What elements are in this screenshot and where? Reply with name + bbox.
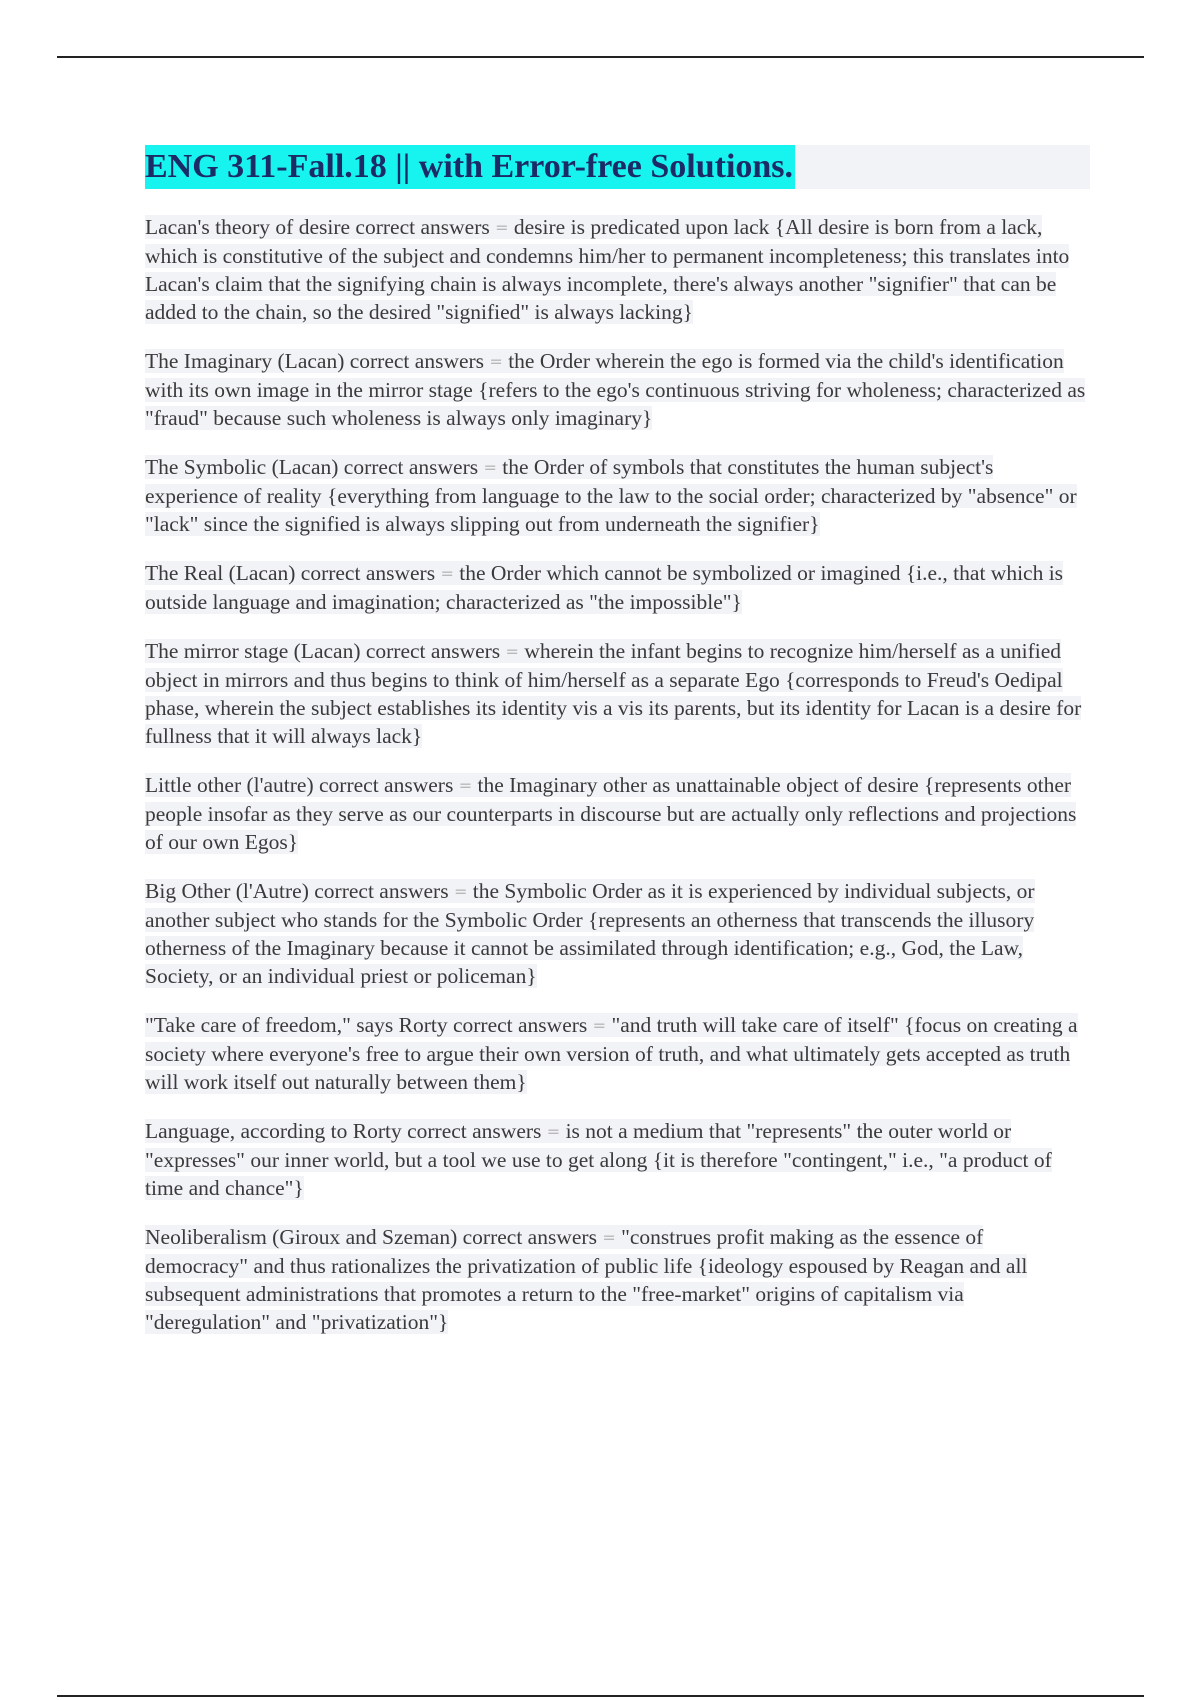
separator-mark: = bbox=[453, 882, 468, 901]
qa-answer: desire is predicated upon lack {All desire is born from a lack, which is constitutive of the subject and condemns him/her to permanent incompleteness; this translates into Lacan's claim that the signifying chain is always incomplete, there's always another "signifier" that can be added to the chain, so the desired "signified" is always lacking} bbox=[145, 215, 1070, 324]
qa-item bbox=[145, 771, 1090, 856]
qa-answer: the Order which cannot be symbolized or imagined {i.e., that which is outside language and imagination; characterized as "the impossible"} bbox=[145, 561, 1064, 614]
title-bar bbox=[145, 145, 1090, 189]
page-title: ENG 311-Fall.18 || with Error-free Solutions. bbox=[145, 145, 795, 189]
qa-term: The mirror stage (Lacan) correct answers bbox=[145, 639, 501, 663]
qa-item bbox=[145, 637, 1090, 750]
qa-term: Big Other (l'Autre) correct answers bbox=[145, 879, 449, 903]
qa-item bbox=[145, 213, 1090, 326]
qa-list bbox=[145, 213, 1090, 1336]
qa-answer: the Order wherein the ego is formed via the child's identification with its own image in the mirror stage {refers to the ego's continuous striving for wholeness; characterized as "fraud" because such wholeness is always only imaginary} bbox=[145, 349, 1086, 430]
qa-answer: the Symbolic Order as it is experienced by individual subjects, or another subject who stands for the Symbolic Order {represents an otherness that transcends the illusory otherness of the Imaginary because it cannot be assimilated through identification; e.g., God, the Law, Society, or an individual priest or policeman} bbox=[145, 879, 1035, 988]
qa-term: Little other (l'autre) correct answers bbox=[145, 773, 454, 797]
qa-item bbox=[145, 559, 1090, 616]
separator-mark: = bbox=[602, 1228, 616, 1247]
qa-answer: the Imaginary other as unattainable object of desire {represents other people insofar as they serve as our counterparts in discourse but are actually only reflections and projections of our own Egos} bbox=[145, 773, 1077, 854]
qa-item bbox=[145, 347, 1090, 432]
separator-mark: = bbox=[440, 564, 454, 583]
qa-term: Lacan's theory of desire correct answers bbox=[145, 215, 490, 239]
qa-item bbox=[145, 1117, 1090, 1202]
qa-item bbox=[145, 877, 1090, 990]
qa-term: "Take care of freedom," says Rorty correct answers bbox=[145, 1013, 588, 1037]
qa-item bbox=[145, 453, 1090, 538]
qa-term: The Imaginary (Lacan) correct answers bbox=[145, 349, 485, 373]
top-rule bbox=[57, 56, 1144, 58]
qa-term: Language, according to Rorty correct answers bbox=[145, 1119, 542, 1143]
qa-term: The Symbolic (Lacan) correct answers bbox=[145, 455, 479, 479]
qa-answer: the Order of symbols that constitutes the human subject's experience of reality {everything from language to the law to the social order; characterized by "absence" or "lack" since the signified is always slipping out from underneath the signifier} bbox=[145, 455, 1077, 536]
separator-mark: = bbox=[592, 1016, 607, 1035]
qa-item bbox=[145, 1223, 1090, 1336]
bottom-rule bbox=[57, 1695, 1144, 1697]
qa-term: The Real (Lacan) correct answers bbox=[145, 561, 436, 585]
qa-answer: "construes profit making as the essence of democracy" and thus rationalizes the privatization of public life {ideology espoused by Reagan and all subsequent administrations that promotes a return to the "free-market" origins of capitalism via "deregulation" and "privatization"} bbox=[145, 1225, 1028, 1334]
separator-mark: = bbox=[505, 642, 519, 661]
qa-answer: is not a medium that "represents" the outer world or "expresses" our inner world, but a tool we use to get along {it is therefore "contingent," i.e., "a product of time and chance"} bbox=[145, 1119, 1052, 1200]
qa-answer: "and truth will take care of itself" {focus on creating a society where everyone's free to argue their own version of truth, and what ultimately gets accepted as truth will work itself out naturally between them} bbox=[145, 1013, 1078, 1094]
separator-mark: = bbox=[495, 218, 509, 237]
document-page bbox=[145, 145, 1090, 1357]
separator-mark: = bbox=[483, 458, 497, 477]
separator-mark: = bbox=[458, 776, 473, 795]
qa-term: Neoliberalism (Giroux and Szeman) correct answers bbox=[145, 1225, 597, 1249]
separator-mark: = bbox=[489, 352, 503, 371]
qa-item bbox=[145, 1011, 1090, 1096]
separator-mark: = bbox=[546, 1122, 561, 1141]
qa-answer: wherein the infant begins to recognize him/herself as a unified object in mirrors and thus begins to think of him/herself as a separate Ego {corresponds to Freud's Oedipal phase, wherein the subject establishes its identity vis a vis its parents, but its identity for Lacan is a desire for fullness that it will always lack} bbox=[145, 639, 1082, 748]
